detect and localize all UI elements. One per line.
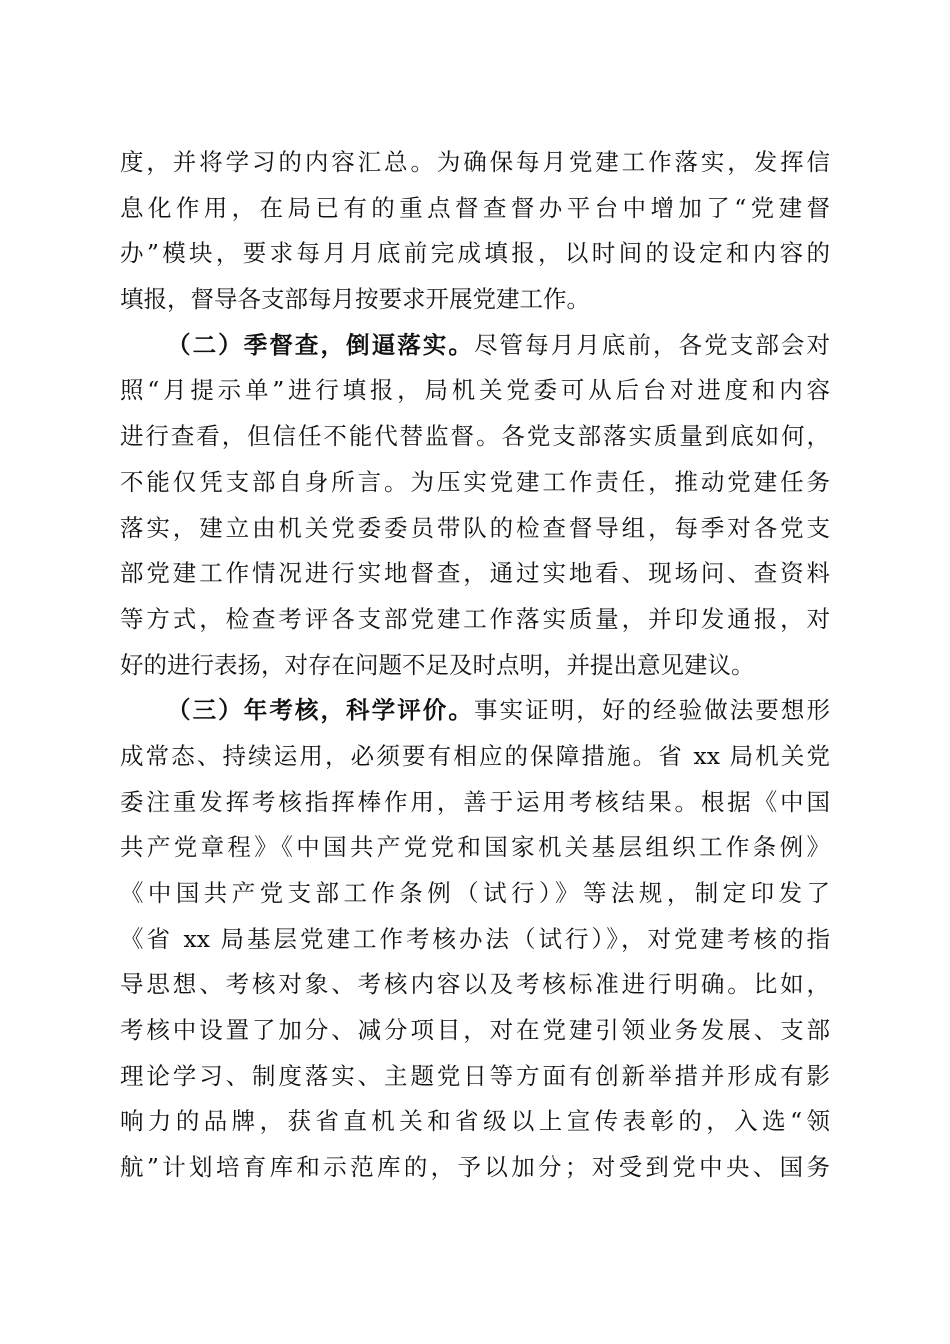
text-line: 航”计划培育库和示范库的，予以加分；对受到党中央、国务 <box>120 1153 830 1182</box>
text-line: 办”模块，要求每月月底前完成填报，以时间的设定和内容的 <box>120 239 830 268</box>
text-line: 导思想、考核对象、考核内容以及考核标准进行明确。比如， <box>120 970 830 999</box>
text-run: 事实证明，好的经验做法要想形 <box>473 696 831 725</box>
text-line: 委注重发挥考核指挥棒作用，善于运用考核结果。根据《中国 <box>120 787 830 816</box>
text-line <box>120 688 830 734</box>
paragraph-1 <box>120 140 830 323</box>
text-line: 《中国共产党支部工作条例（试行）》等法规，制定印发了 <box>120 879 830 907</box>
text-line: 落实，建立由机关党委委员带队的检查督导组，每季对各党支 <box>120 513 830 542</box>
text-line: 成常态、持续运用，必须要有相应的保障措施。省 xx 局机关党 <box>120 741 830 770</box>
paragraph-2 <box>120 323 830 689</box>
text-line: 息化作用，在局已有的重点督查督办平台中增加了“党建督 <box>120 193 830 222</box>
text-line: 等方式，检查考评各支部党建工作落实质量，并印发通报，对 <box>120 604 830 633</box>
text-line: 进行查看，但信任不能代替监督。各党支部落实质量到底如何， <box>120 422 830 451</box>
text-line: 照“月提示单”进行填报，局机关党委可从后台对进度和内容 <box>120 376 830 405</box>
section-heading: （二）季督查，倒逼落实。 <box>167 330 474 359</box>
text-line: 好的进行表扬，对存在问题不足及时点明，并提出意见建议。 <box>120 650 755 679</box>
text-line: 理论学习、制度落实、主题党日等方面有创新举措并形成有影 <box>120 1061 830 1090</box>
text-line: 度，并将学习的内容汇总。为确保每月党建工作落实，发挥信 <box>120 148 830 176</box>
section-heading: （三）年考核，科学评价。 <box>167 696 474 725</box>
paragraph-3 <box>120 688 830 1191</box>
text-line: 不能仅凭支部自身所言。为压实党建工作责任，推动党建任务 <box>120 467 830 496</box>
text-line: 部党建工作情况进行实地督查，通过实地看、现场问、查资料 <box>120 559 830 588</box>
text-run: 尽管每月月底前，各党支部会对 <box>473 330 831 359</box>
text-line: 共产党章程》《中国共产党党和国家机关基层组织工作条例》 <box>120 833 830 862</box>
document-body <box>120 140 830 1191</box>
text-line: 考核中设置了加分、减分项目，对在党建引领业务发展、支部 <box>120 1016 830 1045</box>
text-line: 填报，督导各支部每月按要求开展党建工作。 <box>120 285 590 314</box>
text-line <box>120 323 830 369</box>
text-line: 《省 xx 局基层党建工作考核办法（试行）》，对党建考核的指 <box>120 924 830 953</box>
text-line: 响力的品牌，获省直机关和省级以上宣传表彰的，入选“领 <box>120 1107 830 1136</box>
